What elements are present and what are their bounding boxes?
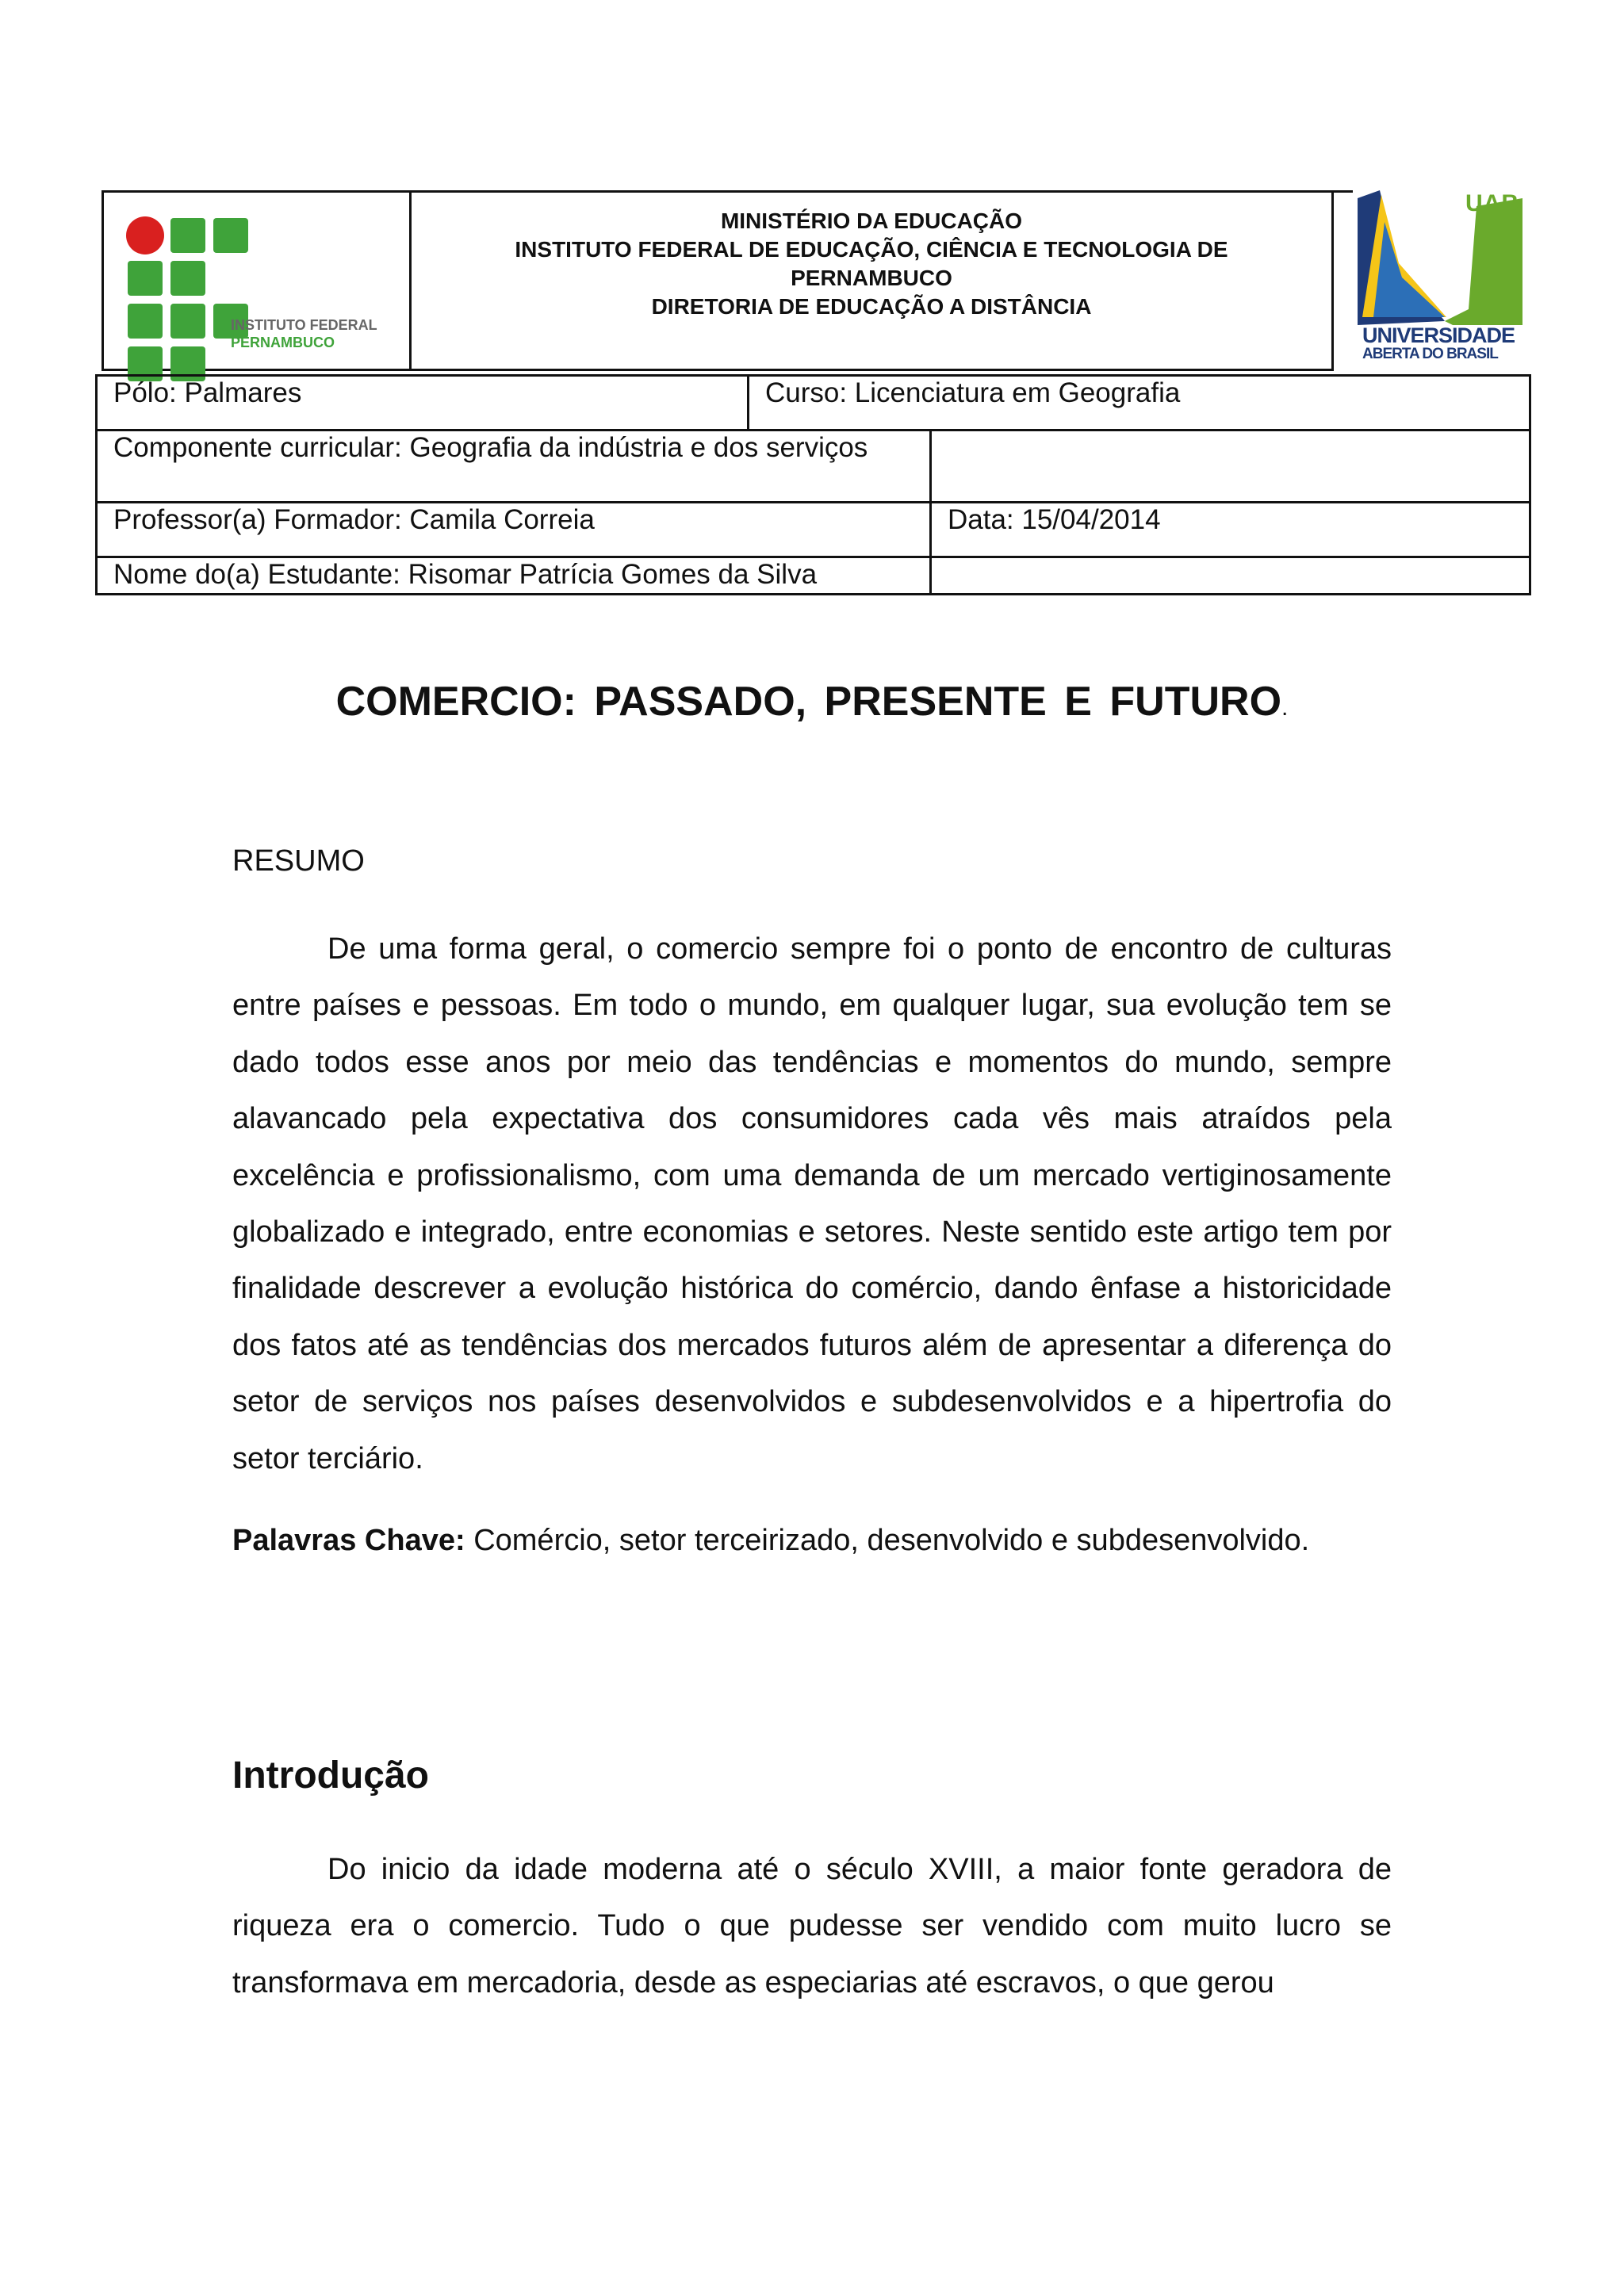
uab-logo: UAB UNIVERSIDADE ABERTA DO BRASIL — [1334, 190, 1522, 374]
introduction-paragraph: Do inicio da idade moderna até o século XVIII, a maior fonte geradora de riqueza era o comercio. Tudo o que pudesse ser vendido com muito lucro se transformava em mercadoria, desde as especiarias até escravos, o que gerou — [232, 1853, 1392, 1999]
empty-cell — [931, 557, 1530, 595]
if-logo-text: INSTITUTO FEDERAL PERNAMBUCO — [231, 317, 377, 350]
abstract-paragraph: De uma forma geral, o comercio sempre foi o ponto de encontro de culturas entre países e pessoas. Em todo o mundo, em qualquer lugar, sua evolução tem se dado todos esse anos por meio das tendências e momentos do mundo, sempre alavancado pela expectativa dos consumidores cada vês mais atraídos pela excelência e profissionalismo, com uma demanda de um mercado vertiginosamente globalizado e integrado, entre economias e setores. Neste sentido este artigo tem por finalidade descrever a evolução histórica do comércio, dando ênfase a historicidade dos fatos até as tendências dos mercados futuros além de apresentar a diferença do setor de serviços nos países desenvolvidos e subdesenvolvidos e a hipertrofia do setor terciário. — [232, 932, 1392, 1475]
heading-line: INSTITUTO FEDERAL DE EDUCAÇÃO, CIÊNCIA E TECNOLOGIA DE — [515, 237, 1228, 262]
heading-line: DIRETORIA DE EDUCAÇÃO A DISTÂNCIA — [651, 294, 1092, 319]
componente-cell: Componente curricular: Geografia da indústria e dos serviços — [97, 430, 931, 503]
keywords-paragraph — [232, 1513, 1392, 1569]
introduction-heading: Introdução — [232, 1755, 429, 1797]
professor-cell: Professor(a) Formador: Camila Correia — [97, 503, 931, 557]
institution-heading — [409, 190, 1334, 371]
curso-cell: Curso: Licenciatura em Geografia — [749, 376, 1530, 430]
keywords-label: Palavras Chave: — [232, 1524, 465, 1557]
estudante-cell: Nome do(a) Estudante: Risomar Patrícia Gomes da Silva — [97, 557, 931, 595]
course-info-table — [95, 374, 1531, 595]
polo-cell: Pólo: Palmares — [97, 376, 749, 430]
if-logo-cell — [102, 190, 409, 371]
heading-line: MINISTÉRIO DA EDUCAÇÃO — [720, 209, 1023, 233]
resumo-label: RESUMO — [232, 844, 365, 878]
article-title: COMERCIO: PASSADO, PRESENTE E FUTURO. — [335, 679, 1289, 725]
empty-cell — [931, 430, 1530, 503]
document-header — [102, 190, 1522, 374]
data-cell: Data: 15/04/2014 — [931, 503, 1530, 557]
keywords-text: Comércio, setor terceirizado, desenvolvido e subdesenvolvido. — [473, 1524, 1310, 1557]
heading-line: PERNAMBUCO — [791, 266, 952, 290]
